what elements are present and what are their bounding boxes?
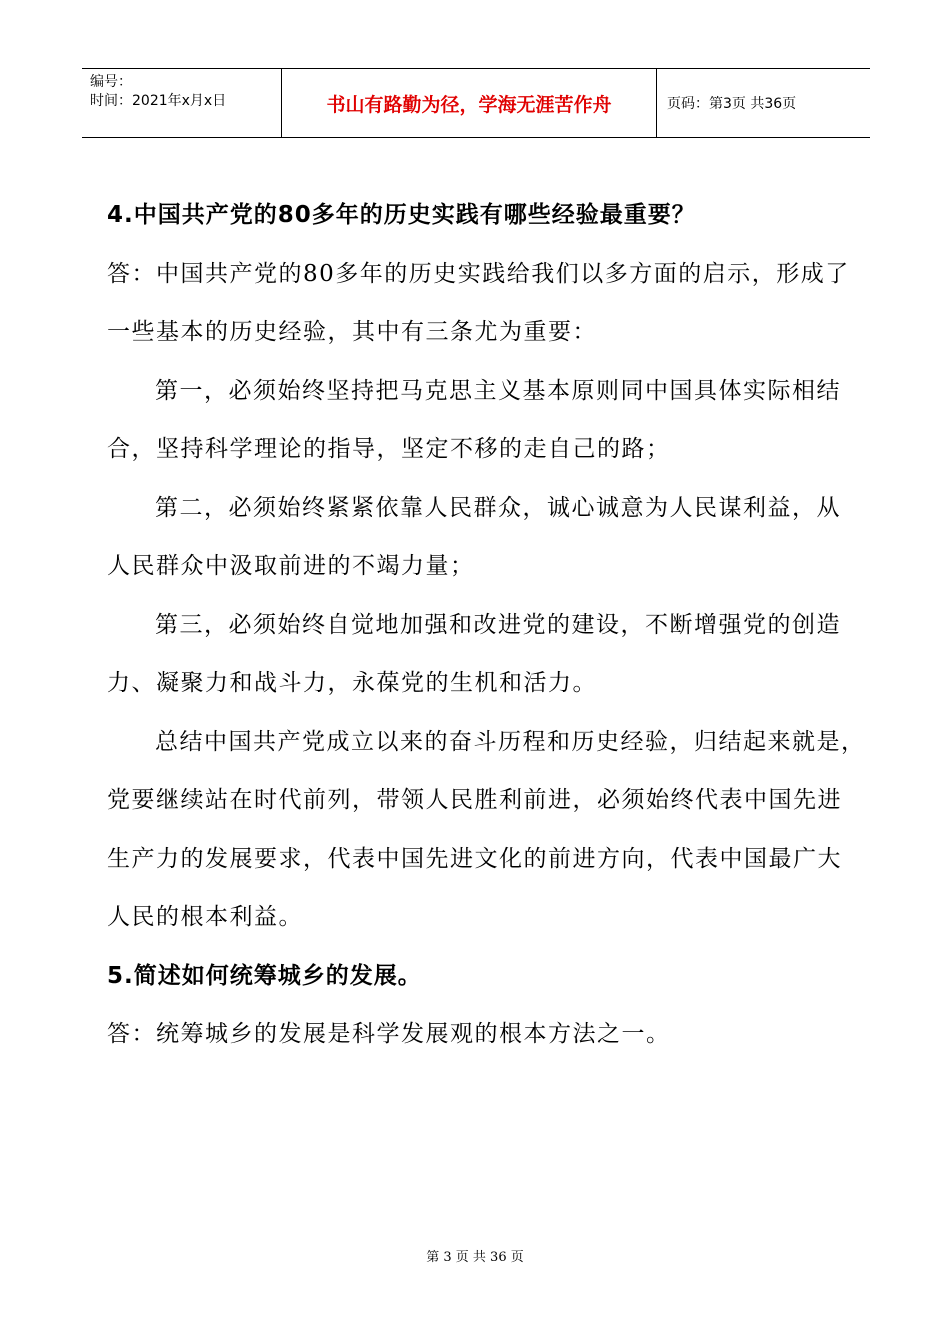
paragraph-line: 人民的根本利益。 [107, 904, 303, 930]
paragraph-line: 第三，必须始终自觉地加强和改进党的建设，不断增强党的创造 [155, 611, 841, 638]
question-5-title: 5.简述如何统筹城乡的发展。 [107, 962, 422, 989]
paragraph-line: 力、凝聚力和战斗力，永葆党的生机和活力。 [107, 670, 597, 696]
page-header [82, 68, 870, 138]
header-page-info: 页码：第3页 共36页 [667, 96, 797, 112]
paragraph-line: 答：中国共产党的80多年的历史实践给我们以多方面的启示，形成了 [107, 260, 850, 287]
paragraph-line: 人民群众中汲取前进的不竭力量； [107, 553, 475, 579]
question-4-title: 4.中国共产党的80多年的历史实践有哪些经验最重要？ [107, 202, 696, 228]
header-motto: 书山有路勤为径，学海无涯苦作舟 [282, 69, 657, 137]
paragraph-line: 一些基本的历史经验，其中有三条尤为重要： [107, 319, 597, 345]
paragraph-line: 党要继续站在时代前列，带领人民胜利前进，必须始终代表中国先进 [107, 787, 842, 813]
paragraph-line: 生产力的发展要求，代表中国先进文化的前进方向，代表中国最广大 [107, 845, 842, 872]
document-body [107, 186, 866, 1064]
paragraph-line: 第二，必须始终紧紧依靠人民群众，诚心诚意为人民谋利益，从 [155, 494, 841, 521]
paragraph-line: 总结中国共产党成立以来的奋斗历程和历史经验，归结起来就是， [155, 728, 866, 755]
page-footer: 第 3 页 共 36 页 [426, 1250, 524, 1265]
paragraph-line: 合，坚持科学理论的指导，坚定不移的走自己的路； [107, 436, 671, 462]
date-label: 时间：2021年x月x日 [90, 93, 227, 109]
question-5-answer: 答：统筹城乡的发展是科学发展观的根本方法之一。 [107, 1021, 671, 1047]
number-label: 编号： [90, 74, 132, 90]
header-meta [82, 69, 282, 137]
paragraph-line: 第一，必须始终坚持把马克思主义基本原则同中国具体实际相结 [155, 377, 841, 404]
